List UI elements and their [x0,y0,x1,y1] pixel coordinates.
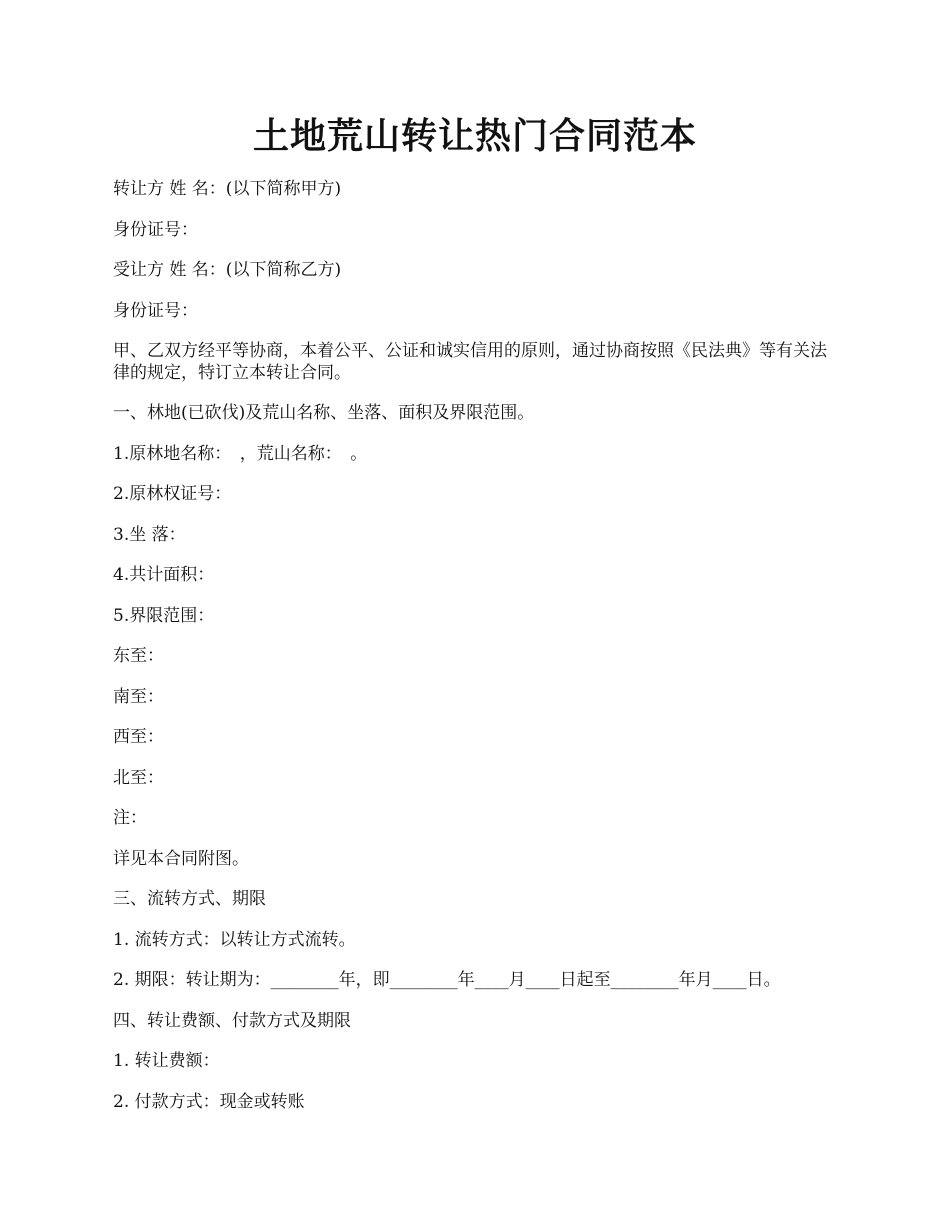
paragraph-transferee-name: 受让方 姓 名：(以下简称乙方) [113,260,342,280]
paragraph-north: 北至： [113,767,164,788]
paragraph-east: 东至： [113,646,164,666]
paragraph-south: 南至： [113,686,164,707]
paragraph-area: 4.共计面积： [113,565,215,585]
paragraph-term: 2. 期限：转让期为：________年，即________年____月____日起至________年月____日。 [113,970,781,990]
paragraph-boundary: 5.界限范围： [113,605,215,626]
paragraph-west: 西至： [113,727,164,747]
paragraph-forest-cert: 2.原林权证号： [113,484,232,504]
document-body [113,178,843,1131]
paragraph-location: 3.坐 落： [113,524,186,545]
section-heading-fees: 四、转让费额、付款方式及期限 [113,1010,351,1031]
document-title: 土地荒山转让热门合同范本 [252,115,697,157]
section-heading-land: 一、林地(已砍伐)及荒山名称、坐落、面积及界限范围。 [113,403,535,423]
paragraph-fee-amount: 1. 转让费额： [113,1051,220,1071]
paragraph-land-name: 1.原林地名称： ，荒山名称： 。 [113,443,368,464]
paragraph-note: 注： [113,808,147,828]
section-heading-transfer-method: 三、流转方式、期限 [113,889,266,909]
paragraph-transferor-name: 转让方 姓 名：(以下简称甲方) [113,179,342,199]
paragraph-transfer-method: 1. 流转方式：以转让方式流转。 [113,929,356,950]
paragraph-preamble: 甲、乙双方经平等协商，本着公平、公证和诚实信用的原则，通过协商按照《民法典》等有关法律的规定，特订立本转让合同。 [113,341,827,383]
paragraph-transferee-id: 身份证号： [113,300,198,321]
paragraph-see-attachment: 详见本合同附图。 [113,848,249,869]
paragraph-payment-method: 2. 付款方式：现金或转账 [113,1091,305,1112]
paragraph-transferor-id: 身份证号： [113,219,198,240]
